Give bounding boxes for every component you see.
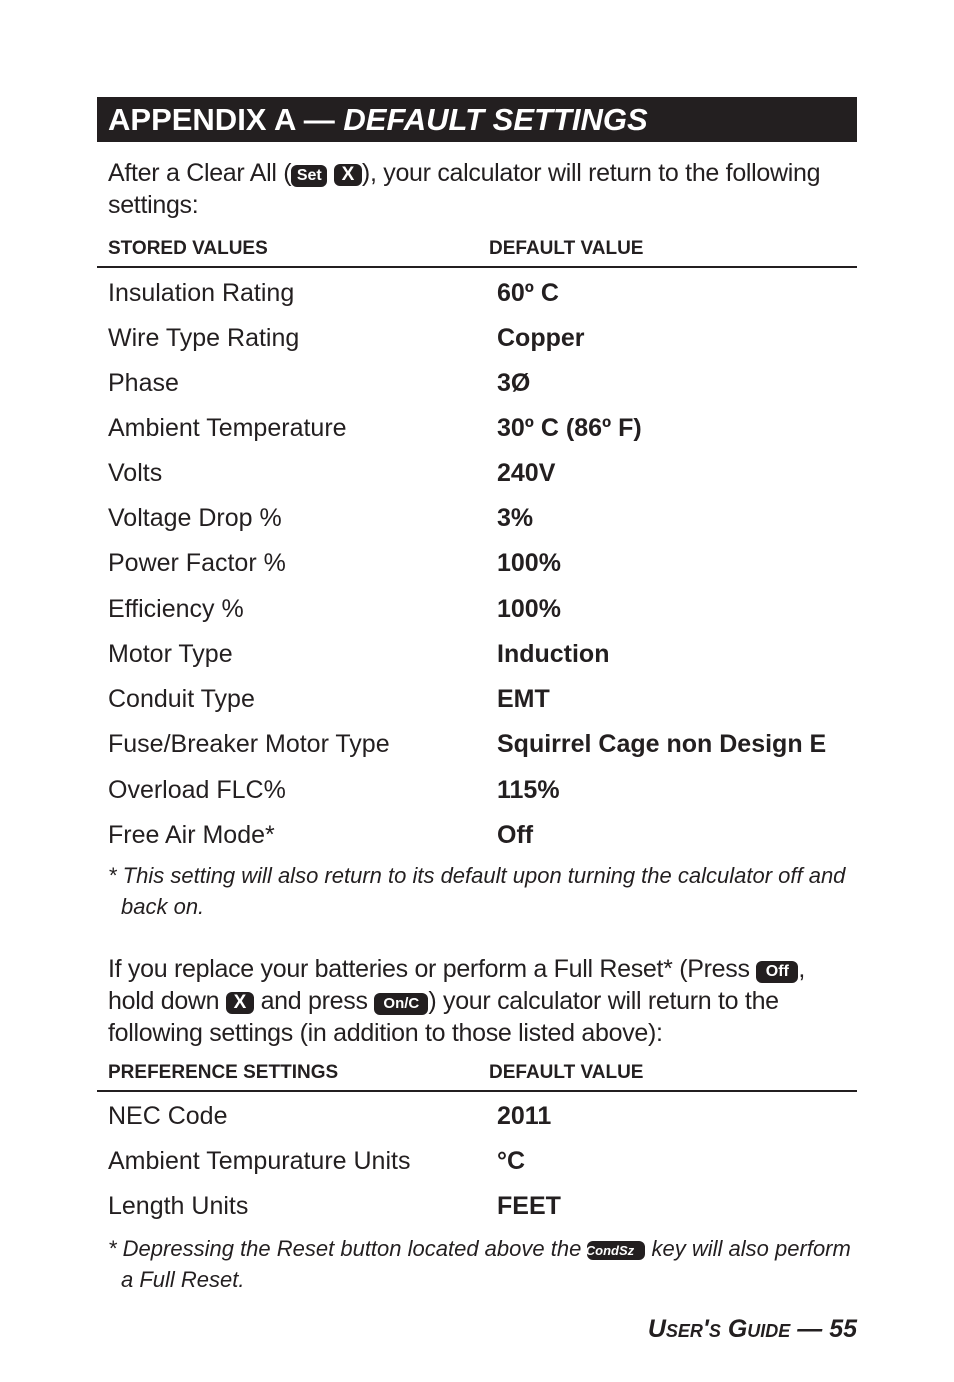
x-key-icon: X (226, 992, 254, 1014)
on-c-key-icon: On/C (374, 993, 428, 1015)
setting-value: 3% (497, 504, 534, 532)
reset-text-4: ) your calculator will return to the following settings (in addition to those listed above): (108, 987, 779, 1047)
table-row (0, 1145, 954, 1181)
setting-value: 2011 (497, 1102, 552, 1130)
setting-value: 100% (497, 595, 561, 623)
pref-table-rule (97, 1090, 857, 1092)
setting-label: Fuse/Breaker Motor Type (108, 730, 390, 758)
stored-values-header: STORED VALUES (108, 238, 268, 259)
intro-text-before: After a Clear All ( (108, 159, 292, 187)
appendix-title-italic: DEFAULT SETTINGS (343, 102, 648, 137)
page-number: 55 (829, 1315, 857, 1343)
setting-label: Overload FLC% (108, 776, 286, 804)
appendix-title-bar (97, 97, 857, 142)
table-row (0, 547, 954, 583)
reset-paragraph (108, 953, 848, 1049)
setting-value: 240V (497, 459, 556, 487)
pref-default-value-header: DEFAULT VALUE (489, 1062, 644, 1083)
off-key-icon: Off (756, 961, 798, 983)
page-footer (648, 1314, 857, 1344)
setting-label: Wire Type Rating (108, 324, 300, 352)
setting-value: °C (497, 1147, 526, 1175)
table-row (0, 593, 954, 629)
condsz-key-icon: CondSz (587, 1241, 645, 1260)
setting-label: Ambient Temperature (108, 414, 347, 442)
table-row (0, 728, 954, 764)
reset-text-1: If you replace your batteries or perform a Full Reset* (Press (108, 955, 757, 983)
stored-table-rule (97, 266, 857, 268)
table-row (0, 457, 954, 493)
setting-label: Insulation Rating (108, 279, 295, 307)
reset-footnote-after: key will also perform a Full Reset. (121, 1236, 851, 1292)
setting-label: Voltage Drop % (108, 504, 282, 532)
table-row (0, 819, 954, 855)
setting-label: Motor Type (108, 640, 233, 668)
setting-value: Induction (497, 640, 610, 668)
table-row (0, 1190, 954, 1226)
default-value-header: DEFAULT VALUE (489, 238, 644, 259)
reset-text-3: and press (253, 987, 375, 1015)
reset-text-2: , hold down (108, 955, 805, 1015)
setting-value: Squirrel Cage non Design E (497, 730, 827, 758)
setting-label: Ambient Tempurature Units (108, 1147, 411, 1175)
setting-label: Free Air Mode* (108, 821, 275, 849)
table-row (0, 683, 954, 719)
table-row (0, 1100, 954, 1136)
setting-label: Length Units (108, 1192, 249, 1220)
footer-dash: — (790, 1315, 830, 1343)
intro-text-after: ), your calculator will return to the following settings: (108, 159, 821, 219)
reset-footnote (108, 1233, 853, 1295)
table-row (0, 774, 954, 810)
setting-value: Off (497, 821, 534, 849)
intro-paragraph (108, 157, 848, 221)
setting-label: Efficiency % (108, 595, 244, 623)
appendix-title-prefix: APPENDIX A — (108, 102, 344, 137)
set-key-icon: Set (291, 165, 327, 187)
setting-value: Copper (497, 324, 585, 352)
table-row (0, 277, 954, 313)
table-row (0, 322, 954, 358)
reset-footnote-before: * Depressing the Reset button located above the (108, 1236, 588, 1261)
setting-value: 3Ø (497, 369, 531, 397)
setting-value: 30º C (86º F) (497, 414, 642, 442)
table-row (0, 638, 954, 674)
setting-value: 60º C (497, 279, 559, 307)
setting-value: 100% (497, 549, 561, 577)
setting-label: Volts (108, 459, 163, 487)
setting-value: 115% (497, 776, 560, 804)
table-row (0, 412, 954, 448)
setting-value: FEET (497, 1192, 561, 1220)
free-air-footnote: * This setting will also return to its default upon turning the calculator off and back on. (108, 863, 846, 919)
table-row (0, 502, 954, 538)
setting-label: Power Factor % (108, 549, 286, 577)
footer-guide-title: User's Guide (647, 1315, 791, 1343)
setting-label: Phase (108, 369, 179, 397)
setting-label: Conduit Type (108, 685, 255, 713)
table-row (0, 367, 954, 403)
preference-settings-header: PREFERENCE SETTINGS (108, 1062, 339, 1083)
setting-label: NEC Code (108, 1102, 228, 1130)
x-key-icon: X (334, 164, 362, 186)
setting-value: EMT (497, 685, 550, 713)
